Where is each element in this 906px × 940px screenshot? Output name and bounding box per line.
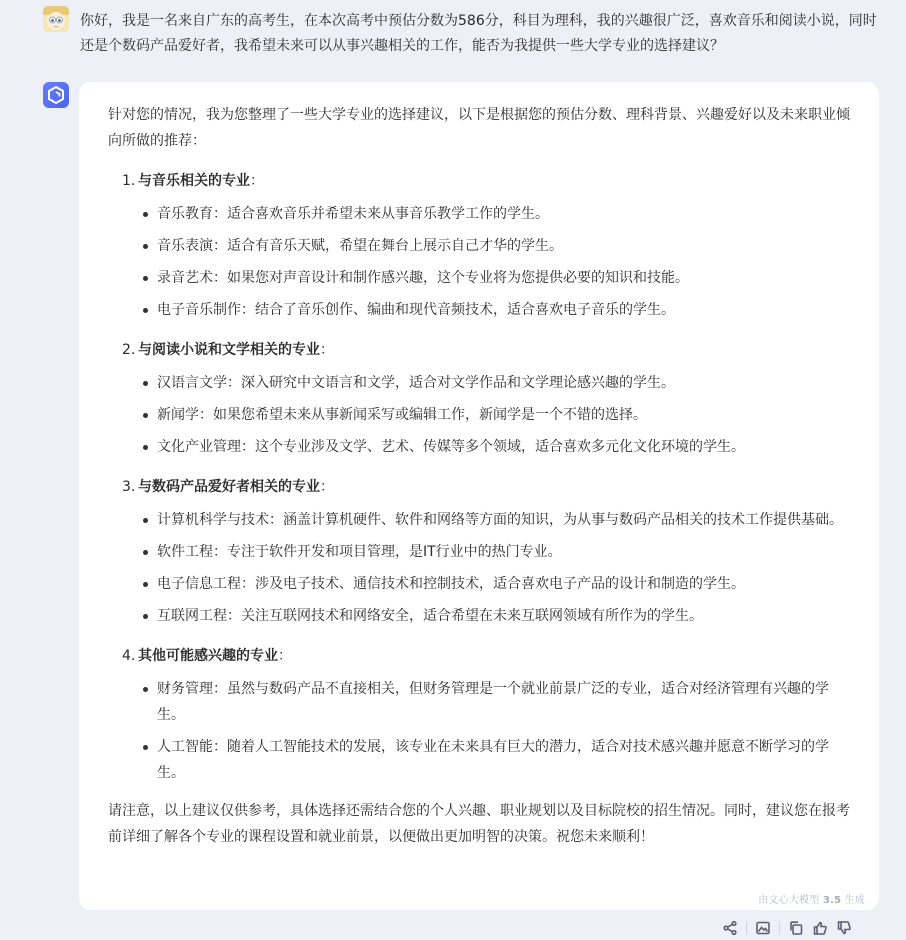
list-item: 音乐教育：适合喜欢音乐并希望未来从事音乐教学工作的学生。 [108, 201, 853, 227]
model-tag-suffix: 生成 [844, 895, 865, 906]
divider [779, 922, 780, 934]
section-title [108, 169, 853, 193]
share-icon[interactable] [718, 916, 742, 940]
copy-icon[interactable] [784, 916, 808, 940]
section-colon: ： [278, 648, 292, 664]
bot-message-card [79, 82, 879, 910]
section-4 [108, 644, 853, 786]
model-tag-version: 3.5 [822, 895, 842, 906]
list-item: 计算机科学与技术：涵盖计算机硬件、软件和网络等方面的知识，为从事与数码产品相关的技术工作提供基础。 [108, 507, 853, 533]
list-item: 音乐表演：适合有音乐天赋，希望在舞台上展示自己才华的学生。 [108, 233, 853, 259]
list-item: 人工智能：随着人工智能技术的发展，该专业在未来具有巨大的潜力，适合对技术感兴趣并愿意不断学习的学生。 [108, 734, 853, 786]
list-item: 互联网工程：关注互联网技术和网络安全，适合希望在未来互联网领域有所作为的学生。 [108, 603, 853, 629]
image-icon[interactable] [751, 916, 775, 940]
list-item: 录音艺术：如果您对声音设计和制作感兴趣，这个专业将为您提供必要的知识和技能。 [108, 265, 853, 291]
section-title [108, 475, 853, 499]
section-title [108, 338, 853, 362]
cartoon-avatar-icon [43, 6, 69, 32]
bot-intro: 针对您的情况，我为您整理了一些大学专业的选择建议，以下是根据您的预估分数、理科背景、兴趣爱好以及未来职业倾向所做的推荐： [108, 107, 850, 149]
divider [746, 922, 747, 934]
section-2 [108, 338, 853, 460]
model-tag [758, 891, 865, 906]
bot-message-body [108, 102, 853, 850]
section-number: 4. [122, 648, 136, 664]
list-item: 软件工程：专注于软件开发和项目管理，是IT行业中的热门专业。 [108, 539, 853, 565]
section-colon: ： [320, 479, 334, 495]
wenxin-logo-icon [43, 82, 69, 108]
list-item: 文化产业管理：这个专业涉及文学、艺术、传媒等多个领域，适合喜欢多元化文化环境的学生。 [108, 434, 853, 460]
thumbs-up-icon[interactable] [808, 916, 832, 940]
section-number: 3. [122, 479, 136, 495]
section-1 [108, 169, 853, 323]
section-colon: ： [320, 342, 334, 358]
section-title-text: 与数码产品爱好者相关的专业 [138, 479, 320, 495]
model-tag-prefix: 由文心大模型 [758, 895, 820, 906]
section-title-text: 与阅读小说和文学相关的专业 [138, 342, 320, 358]
section-title [108, 644, 853, 668]
section-title-text: 与音乐相关的专业 [138, 173, 250, 189]
section-number: 2. [122, 342, 136, 358]
list-item: 汉语言文学：深入研究中文语言和文学，适合对文学作品和文学理论感兴趣的学生。 [108, 370, 853, 396]
list-item: 电子音乐制作：结合了音乐创作、编曲和现代音频技术，适合喜欢电子音乐的学生。 [108, 297, 853, 323]
message-action-bar [718, 916, 856, 940]
user-message-text: 你好，我是一名来自广东的高考生，在本次高考中预估分数为586分，科目为理科，我的兴趣很广泛，喜欢音乐和阅读小说，同时还是个数码产品爱好者，我希望未来可以从事兴趣相关的工作，能否为我提供一些大学专业的选择建议？ [80, 13, 877, 54]
list-item: 财务管理：虽然与数码产品不直接相关，但财务管理是一个就业前景广泛的专业，适合对经济管理有兴趣的学生。 [108, 676, 853, 728]
section-colon: ： [250, 173, 264, 189]
bot-outro: 请注意，以上建议仅供参考，具体选择还需结合您的个人兴趣、职业规划以及目标院校的招生情况。同时，建议您在报考前详细了解各个专业的课程设置和就业前景，以便做出更加明智的决策。祝您未来顺利！ [108, 803, 850, 845]
list-item: 新闻学：如果您希望未来从事新闻采写或编辑工作，新闻学是一个不错的选择。 [108, 402, 853, 428]
section-3 [108, 475, 853, 629]
section-number: 1. [122, 173, 136, 189]
list-item: 电子信息工程：涉及电子技术、通信技术和控制技术，适合喜欢电子产品的设计和制造的学生。 [108, 571, 853, 597]
thumbs-down-icon[interactable] [832, 916, 856, 940]
section-title-text: 其他可能感兴趣的专业 [138, 648, 278, 664]
